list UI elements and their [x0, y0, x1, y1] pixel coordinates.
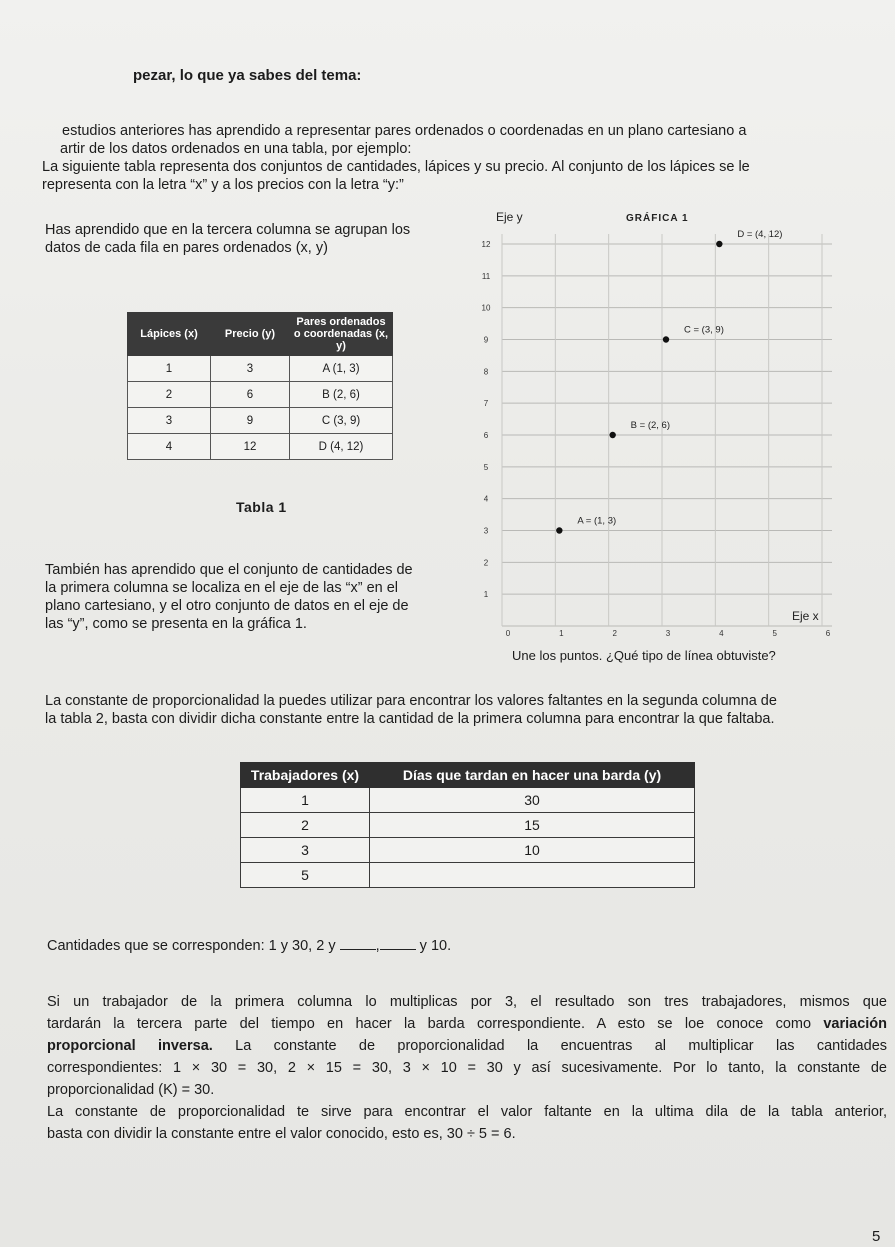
data-point-label: A = (1, 3)	[577, 515, 617, 527]
text-line: la tabla 2, basta con dividir dicha constante entre la cantidad de la primera columna para encontrar la que faltaba.	[45, 711, 775, 727]
y-tick-label: 2	[483, 558, 489, 568]
text-line	[47, 1035, 887, 1057]
equations: 1 × 30 = 30, 2 × 15 = 30, 3 × 10 = 30	[172, 1060, 503, 1076]
table-row	[128, 356, 393, 382]
table-header: Días que tardan en hacer una barda (y)	[370, 763, 695, 788]
table-cell: 6	[211, 382, 290, 408]
table-cell: C (3, 9)	[290, 408, 393, 434]
text-line: También has aprendido que el conjunto de cantidades de	[45, 562, 413, 578]
intro-line: estudios anteriores has aprendido a representar pares ordenados o coordenadas en un plano cartesiano a	[62, 123, 747, 139]
intro-line: artir de los datos ordenados en una tabla, por ejemplo:	[60, 141, 412, 157]
table-cell: 10	[370, 838, 695, 863]
y-tick-label: 9	[483, 335, 489, 345]
data-point	[609, 432, 615, 438]
answer-blank[interactable]	[380, 937, 416, 950]
table-header: Lápices (x)	[128, 313, 211, 356]
intro-paragraph	[42, 122, 862, 194]
table-row	[241, 838, 695, 863]
y-tick-label: 12	[481, 240, 491, 249]
data-point-label: B = (2, 6)	[630, 420, 671, 431]
x-tick-label: 6	[825, 629, 831, 638]
table-cell: B (2, 6)	[290, 382, 393, 408]
table-cell: 3	[241, 838, 370, 863]
separator: ,	[375, 938, 380, 954]
text-fragment: tardarán la tercera parte del tiempo en hacer la barda correspondiente. A esto se loe conoce como	[47, 1016, 812, 1032]
bold-term: proporcional inversa.	[47, 1038, 213, 1054]
text-fragment: correspondientes:	[47, 1060, 163, 1076]
text-line: plano cartesiano, y el otro conjunto de datos en el eje de	[45, 598, 409, 614]
axes-explanation	[45, 561, 465, 633]
table-cell: 1	[128, 356, 211, 382]
table-1	[127, 312, 393, 460]
x-axis-label: Eje x	[792, 609, 819, 623]
y-tick-label: 5	[483, 462, 489, 472]
y-tick-label: 4	[483, 494, 489, 504]
y-tick-label: 11	[481, 271, 491, 281]
data-point	[716, 241, 722, 247]
table-row	[241, 863, 695, 888]
ordered-pairs-text	[45, 221, 465, 257]
bold-term: variación	[823, 1016, 887, 1032]
table-cell: D (4, 12)	[290, 434, 393, 460]
table-cell: 1	[241, 788, 370, 813]
constant-paragraph	[45, 692, 875, 728]
section-title: pezar, lo que ya sabes del tema:	[133, 67, 362, 84]
y-tick-label: 10	[481, 303, 491, 313]
table-cell: 5	[241, 863, 370, 888]
y-tick-label: 8	[483, 367, 489, 377]
table-cell: 12	[211, 434, 290, 460]
table-cell: 2	[241, 813, 370, 838]
intro-line: representa con la letra “x” y a los precios con la letra “y:”	[42, 177, 404, 193]
table-header: Precio (y)	[211, 313, 290, 356]
x-tick-label: 1	[559, 629, 564, 638]
data-point-label: D = (4, 12)	[737, 229, 783, 240]
table-cell: 2	[128, 382, 211, 408]
x-tick-label: 2	[612, 629, 617, 638]
text-line: la primera columna se localiza en el eje de las “x” en el	[45, 580, 399, 596]
x-tick-label: 5	[772, 629, 777, 638]
table-row	[241, 813, 695, 838]
table-cell: 9	[211, 408, 290, 434]
table-cell: 30	[370, 788, 695, 813]
text-line: datos de cada fila en pares ordenados (x, y)	[45, 240, 328, 256]
table-row	[241, 788, 695, 813]
text-line: basta con dividir la constante entre el valor conocido, esto es, 30 ÷ 5 = 6.	[47, 1126, 516, 1142]
chart-caption: Une los puntos. ¿Qué tipo de línea obtuviste?	[512, 648, 776, 663]
table-cell: 15	[370, 813, 695, 838]
text-line: Si un trabajador de la primera columna lo multiplicas por 3, el resultado son tres trabajadores, mismos que	[47, 994, 887, 1010]
x-tick-label: 4	[719, 629, 724, 638]
x-tick-label: 3	[665, 629, 671, 638]
table-cell: 3	[211, 356, 290, 382]
chart-grafica-1	[470, 204, 850, 674]
text-fragment: La constante de proporcionalidad la encuentras al multiplicar las cantidades	[235, 1038, 888, 1054]
chart-svg	[470, 204, 850, 654]
y-tick-label: 1	[483, 590, 489, 600]
page-number: 5	[872, 1228, 881, 1245]
data-point-label: C = (3, 9)	[684, 324, 724, 336]
answer-blank[interactable]	[340, 937, 376, 950]
text-fragment: y así sucesivamente. Por lo tanto, la constante de	[513, 1060, 887, 1076]
table-cell: 4	[128, 434, 211, 460]
data-point	[556, 527, 562, 533]
text-line: las “y”, como se presenta en la gráfica 1.	[45, 616, 307, 632]
corresponding-quantities	[47, 937, 451, 955]
text-line: Has aprendido que en la tercera columna se agrupan los	[45, 222, 411, 238]
text-line: La constante de proporcionalidad la puedes utilizar para encontrar los valores faltantes en la segunda columna de	[45, 693, 777, 709]
text-line: La constante de proporcionalidad te sirve para encontrar el valor faltante en la ultima dila de la tabla anterior,	[47, 1104, 887, 1120]
text-line	[47, 1013, 887, 1035]
intro-line: La siguiente tabla representa dos conjuntos de cantidades, lápices y su precio. Al conjunto de los lápices se le	[42, 159, 750, 175]
table-cell-blank[interactable]	[370, 863, 695, 888]
y-tick-label: 3	[483, 526, 489, 536]
table-1-caption: Tabla 1	[236, 499, 287, 515]
table-cell: A (1, 3)	[290, 356, 393, 382]
y-tick-label: 7	[483, 399, 489, 409]
text-line	[47, 1057, 887, 1079]
table-header: Pares ordenados o coordenadas (x, y)	[290, 313, 393, 356]
text-fragment: Cantidades que se corresponden: 1 y 30, 2 y	[47, 938, 336, 954]
table-2	[240, 762, 695, 888]
table-row	[128, 408, 393, 434]
y-axis-label: Eje y	[496, 210, 523, 224]
x-tick-label: 0	[505, 629, 511, 638]
table-cell: 3	[128, 408, 211, 434]
inverse-variation-paragraph	[47, 991, 887, 1145]
chart-title: GRÁFICA 1	[626, 213, 689, 224]
table-header: Trabajadores (x)	[241, 763, 370, 788]
text-fragment: y 10.	[419, 938, 452, 954]
text-line: proporcionalidad (K) = 30.	[47, 1082, 215, 1098]
table-row	[128, 434, 393, 460]
table-row	[128, 382, 393, 408]
y-tick-label: 6	[483, 431, 489, 440]
data-point	[663, 336, 669, 342]
